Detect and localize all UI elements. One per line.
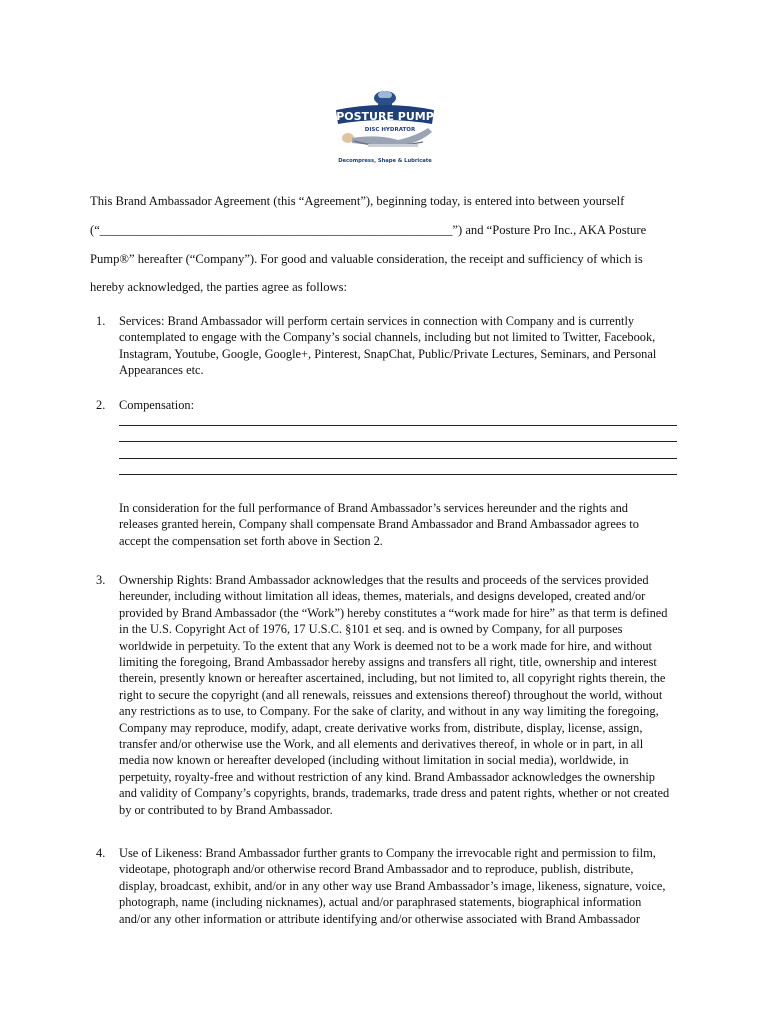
clause-line: and validity of Company’s copyrights, brands, trademarks, trade dress and patent rights, whether or not created: [119, 786, 670, 801]
logo-brand-text: POSTURE PUMP: [336, 110, 434, 123]
clause-text: [119, 313, 679, 379]
clause-number: 1.: [96, 314, 106, 328]
clause-line: provided by Brand Ambassador (the “Work”) hereby constitutes a “work made for hire” as that term is defined: [119, 605, 668, 620]
clause-line: therein, presently known or hereafter ascertained, including, but not limited to, all copyright rights therein, the: [119, 671, 666, 686]
compensation-blank-line[interactable]: [119, 446, 677, 462]
clause-line: worldwide in perpetuity. To the extent that any Work is deemed not to be a work made for hire, and without: [119, 638, 652, 653]
consideration-line: releases granted herein, Company shall compensate Brand Ambassador and Brand Ambassador agrees to: [119, 517, 639, 532]
logo-tagline-text: Decompress, Shape & Lubricate: [338, 158, 432, 164]
posture-pump-logo-graphic: [328, 80, 442, 172]
clause-text: [119, 845, 679, 927]
clause-line: media now known or hereafter developed (including without limitation in social media), worldwide, in: [119, 753, 629, 768]
compensation-blank-line[interactable]: [119, 413, 677, 429]
clause-line: Instagram, Youtube, Google, Google+, Pinterest, SnapChat, Public/Private Lectures, Seminars, and Personal: [119, 346, 657, 361]
compensation-blank-line[interactable]: [119, 463, 677, 479]
clause-line: by or contributed to by Brand Ambassador.: [119, 802, 333, 817]
clause-line: Services: Brand Ambassador will perform certain services in connection with Company and is currently: [119, 314, 635, 328]
intro-line: This Brand Ambassador Agreement (this “Agreement”), beginning today, is entered into between yourself: [90, 194, 625, 208]
intro-line: hereby acknowledged, the parties agree as follows:: [90, 280, 348, 294]
clause-line: contemplated to engage with the Company’s social channels, including but not limited to Twitter, Facebook,: [119, 330, 656, 345]
clause-number: 4.: [96, 846, 106, 860]
clause-line: Appearances etc.: [119, 363, 204, 378]
clause-line: and/or any other information or attribute identifying and/or otherwise associated with Brand Ambassador: [119, 911, 640, 926]
clause-text: [119, 572, 679, 818]
clause-number: 3.: [96, 573, 106, 587]
consideration-line: accept the compensation set forth above in Section 2.: [119, 533, 383, 548]
consideration-line: In consideration for the full performance of Brand Ambassador’s services hereunder and the rights and: [119, 501, 628, 515]
clause-line: Company may reproduce, modify, adapt, create derivative works from, distribute, display, license, assign,: [119, 720, 643, 735]
logo-subtitle-text: DISC HYDRATOR: [364, 127, 416, 133]
clause-text: [119, 397, 677, 479]
intro-line: (“________________________________________________________”) and “Posture Pro Inc., AKA Posture: [90, 223, 647, 237]
clause-line: photograph, name (including nicknames), actual and/or paraphrased statements, biographical information: [119, 895, 642, 910]
clause-line: hereunder, including without limitation all ideas, themes, materials, and designs developed, created and/or: [119, 589, 646, 604]
clause-number: 2.: [96, 398, 106, 412]
clause-line: right to secure the copyright (and all renewals, reissues and extensions thereof) throughout the world, without: [119, 687, 663, 702]
consideration-paragraph: [119, 500, 679, 549]
intro-line: Pump®” hereafter (“Company”). For good and valuable consideration, the receipt and sufficiency of which is: [90, 252, 643, 266]
clause-line: any restrictions as to use, to Company. For the sake of clarity, and without in any way limiting the foregoing,: [119, 704, 659, 719]
clause-line: Use of Likeness: Brand Ambassador further grants to Company the irrevocable right and permission to film,: [119, 846, 656, 860]
clause-line: transfer and/or otherwise use the Work, and all elements and derivatives thereof, in whole or in part, in all: [119, 737, 644, 752]
posture-pump-logo: [328, 80, 442, 172]
clause-line: perpetuity, royalty-free and without restriction of any kind. Brand Ambassador acknowledges the ownership: [119, 769, 655, 784]
clause-line: display, broadcast, exhibit, and/or in any other way use Brand Ambassador’s image, likeness, signature, voice,: [119, 878, 666, 893]
compensation-blank-line[interactable]: [119, 430, 677, 446]
clause-line: in the U.S. Copyright Act of 1976, 17 U.S.C. §101 et seq. and is owned by Company, for all purposes: [119, 622, 623, 637]
clause-line: Ownership Rights: Brand Ambassador acknowledges that the results and proceeds of the services provided: [119, 573, 649, 587]
clause-line: Compensation:: [119, 398, 195, 412]
clause-line: limiting the foregoing, Brand Ambassador hereby assigns and transfers all right, title, ownership and interest: [119, 655, 657, 670]
clause-line: videotape, photograph and/or otherwise record Brand Ambassador and to reproduce, publish, distribute,: [119, 862, 634, 877]
